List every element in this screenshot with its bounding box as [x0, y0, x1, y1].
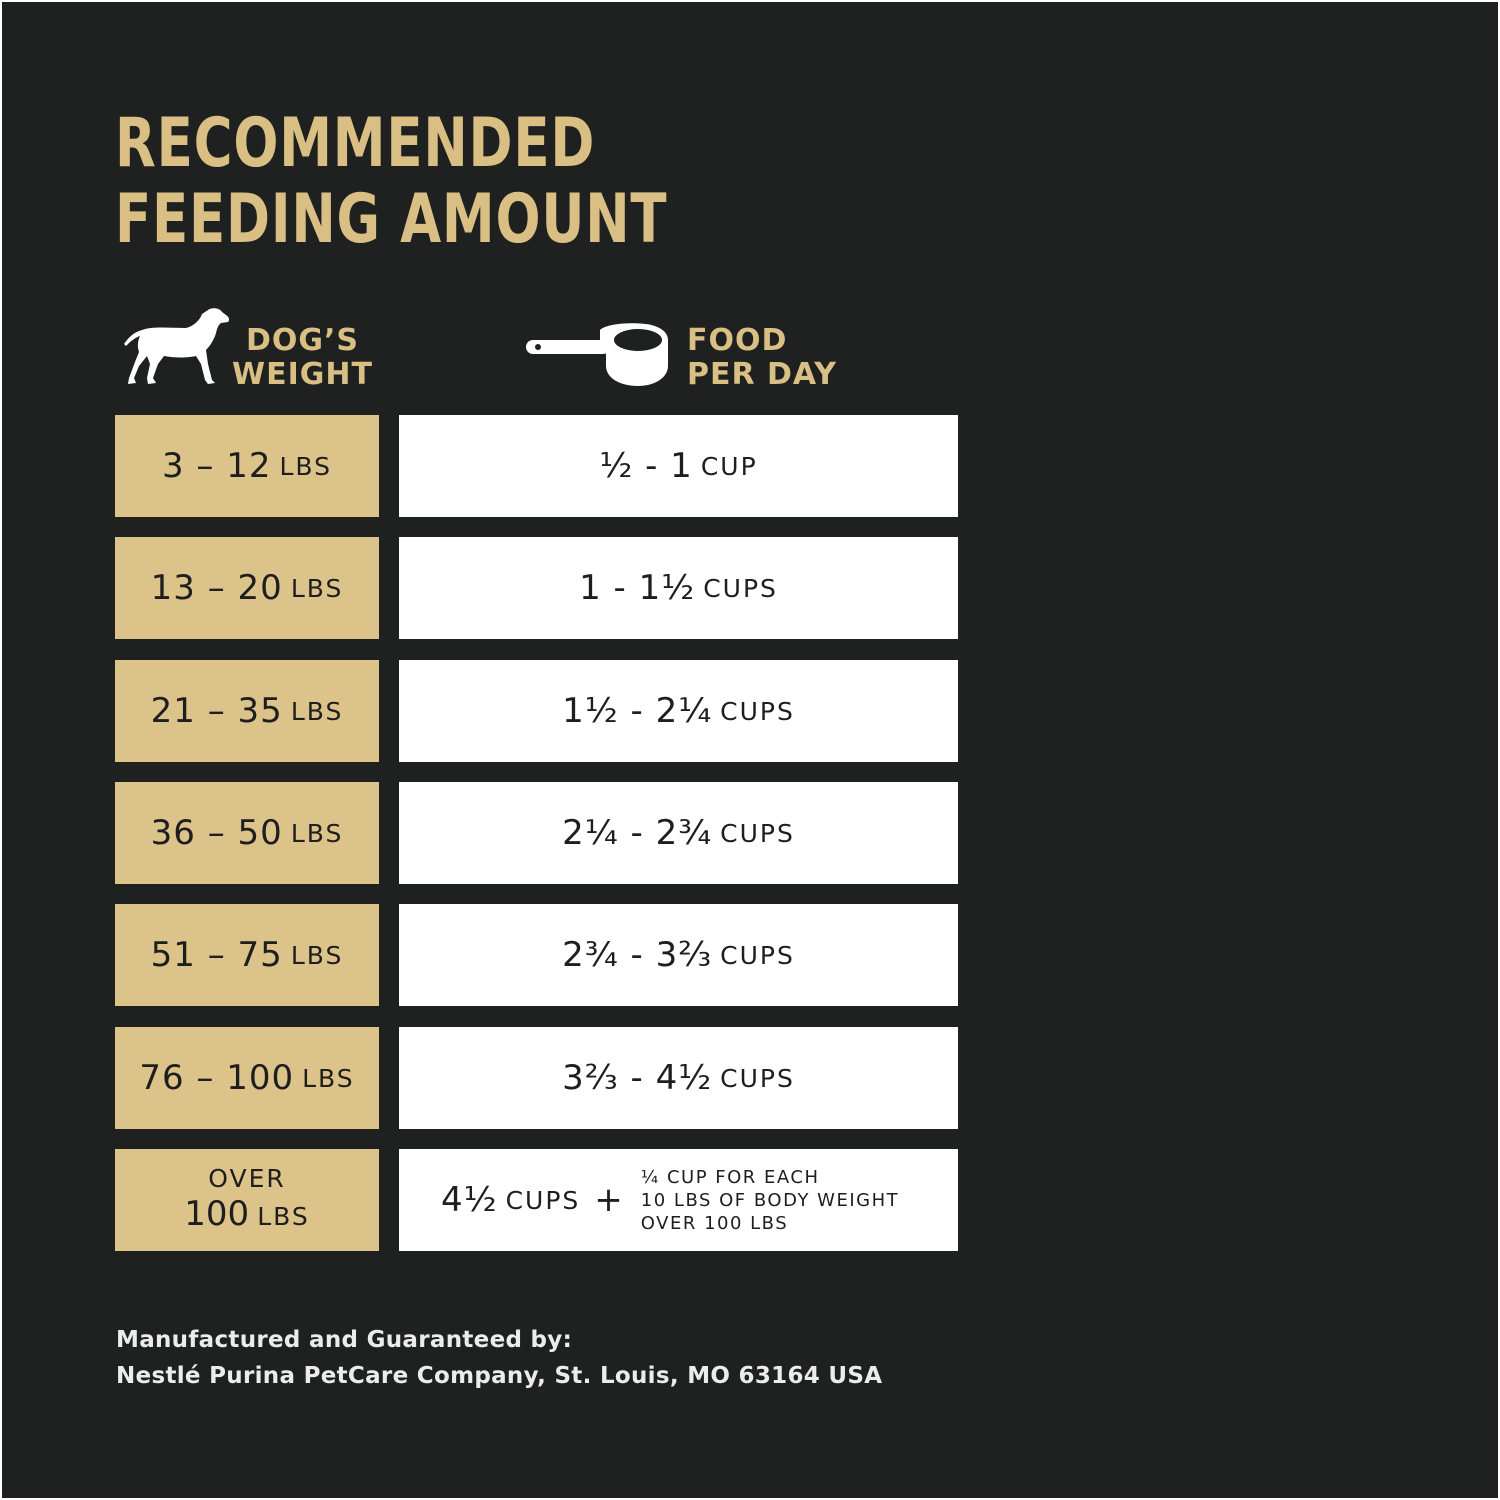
weight-unit: LBS — [290, 696, 344, 726]
table-row — [115, 782, 958, 884]
food-cell — [399, 904, 958, 1006]
food-amount: 3⅔ - 4½ — [562, 1058, 713, 1098]
weight-range: 3 – 12 — [161, 446, 272, 486]
dogs-weight-header — [232, 324, 373, 392]
food-cell — [399, 782, 958, 884]
extra-food-note-line-3: OVER 100 LBS — [640, 1212, 789, 1234]
title-line-1: RECOMMENDED — [115, 104, 596, 183]
food-amount: 2¼ - 2¾ — [562, 813, 713, 853]
food-amount: 1 - 1½ — [579, 568, 696, 608]
table-row — [115, 415, 958, 517]
extra-food-note-line-1: ¼ CUP FOR EACH — [640, 1166, 820, 1188]
food-unit: CUPS — [720, 818, 795, 848]
weight-unit: LBS — [279, 451, 333, 481]
dogs-weight-header-line-2: WEIGHT — [232, 357, 373, 392]
weight-range: 51 – 75 — [150, 935, 283, 975]
weight-unit: LBS — [290, 573, 344, 603]
weight-cell — [115, 660, 379, 762]
food-per-day-header-line-2: PER DAY — [687, 357, 837, 392]
food-unit: CUPS — [703, 573, 778, 603]
food-amount: ½ - 1 — [599, 446, 693, 486]
weight-cell — [115, 1027, 379, 1129]
food-unit: CUPS — [720, 1063, 795, 1093]
weight-unit: LBS — [290, 940, 344, 970]
food-cell — [399, 1149, 958, 1251]
food-cell — [399, 660, 958, 762]
dogs-weight-header-line-1: DOG’S — [245, 323, 359, 358]
weight-cell — [115, 537, 379, 639]
food-per-day-header — [687, 324, 837, 392]
table-row-over-100 — [115, 1149, 958, 1251]
weight-value: 100 — [184, 1193, 250, 1234]
weight-cell — [115, 782, 379, 884]
extra-food-note-line-2: 10 LBS OF BODY WEIGHT — [640, 1189, 900, 1211]
food-cell — [399, 415, 958, 517]
table-row — [115, 660, 958, 762]
weight-range: 76 – 100 — [139, 1058, 295, 1098]
food-unit: CUPS — [720, 940, 795, 970]
dog-icon — [122, 306, 232, 388]
weight-range: 36 – 50 — [150, 813, 283, 853]
extra-food-note — [641, 1166, 899, 1235]
footer-line-2: Nestlé Purina PetCare Company, St. Louis, MO 63164 USA — [116, 1363, 883, 1389]
weight-cell — [115, 1149, 379, 1251]
footer-line-1: Manufactured and Guaranteed by: — [116, 1327, 573, 1353]
table-row — [115, 537, 958, 639]
food-amount: 1½ - 2¼ — [562, 691, 713, 731]
food-unit: CUPS — [505, 1185, 581, 1215]
table-row — [115, 1027, 958, 1129]
weight-unit: LBS — [290, 818, 344, 848]
food-per-day-header-line-1: FOOD — [687, 323, 788, 358]
weight-cell — [115, 415, 379, 517]
food-cell — [399, 537, 958, 639]
food-cell — [399, 1027, 958, 1129]
measuring-scoop-icon — [522, 320, 672, 388]
food-amount: 4½ — [441, 1180, 498, 1220]
manufacturer-footer — [116, 1322, 882, 1394]
title-line-2: FEEDING AMOUNT — [115, 180, 668, 259]
weight-range: 13 – 20 — [150, 568, 283, 608]
plus-sign: + — [594, 1180, 623, 1220]
weight-unit: LBS — [302, 1063, 355, 1093]
food-unit: CUP — [700, 451, 758, 481]
page-title — [115, 106, 667, 258]
weight-unit: LBS — [257, 1201, 310, 1231]
food-unit: CUPS — [720, 696, 795, 726]
table-row — [115, 904, 958, 1006]
weight-cell — [115, 904, 379, 1006]
weight-range: 21 – 35 — [150, 691, 283, 731]
weight-over-100 — [184, 1164, 309, 1237]
feeding-panel — [2, 2, 1498, 1498]
weight-over-label: OVER — [208, 1163, 286, 1193]
food-amount: 2¾ - 3⅔ — [562, 935, 713, 975]
